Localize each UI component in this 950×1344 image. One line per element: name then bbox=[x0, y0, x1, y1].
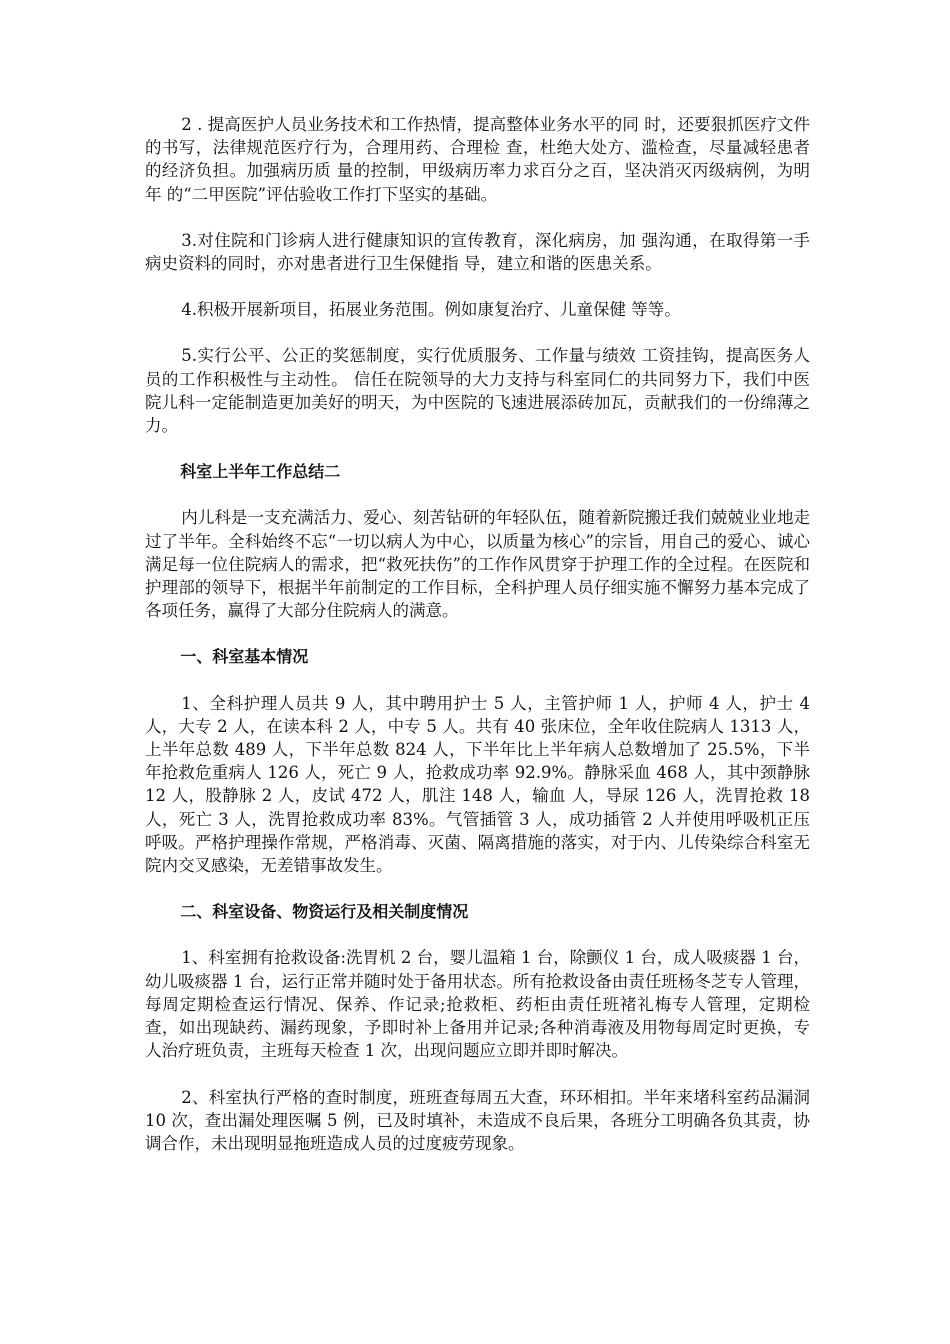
paragraph-item-5: 5.实行公平、公正的奖惩制度，实行优质服务、工作量与绩效 工资挂钩，提高医务人员的工作积极性与主动性。 信任在院领导的大力支持与科室同仁的共同努力下，我们中医 院儿科一定能制造更加美好的明天，为中医院的飞速进展添砖加瓦，贡献我们的一份绵薄之力。 bbox=[145, 346, 810, 436]
intro-paragraph: 内儿科是一支充满活力、爱心、刻苦钻研的年轻队伍，随着新院搬迁我们兢兢业业地走过了半年。全科始终不忘“一切以病人为中心，以质量为核心”的宗旨，用自己的爱心、诚心满足每一位住院病人的需求，把“救死扶伤”的工作作风贯穿于护理工作的全过程。在医院和护理部的领导下，根据半年前制定的工作目标，全科护理人员仔细实施不懈努力基本完成了各项任务，赢得了大部分住院病人的满意。 bbox=[145, 508, 810, 621]
equipment-paragraph-2: 2、科室执行严格的查时制度，班班查每周五大查，环环相扣。半年来堵科室药品漏洞 10 次，查出漏处理医嘱 5 例，已及时填补，未造成不良后果，各班分工明确各负其责，协调合作，未出现明显拖班造成人员的过度疲劳现象。 bbox=[145, 1087, 810, 1153]
paragraph-item-2: 2 . 提高医护人员业务技术和工作热情，提高整体业务水平的同 时，还要狠抓医疗文件的书写，法律规范医疗行为，合理用药、合理检 查，杜绝大处方、滥检查，尽量减轻患者的经济负担。加强病历质 量的控制，甲级病历率力求百分之百，坚决消灭丙级病例，为明年 的“二甲医院”评估验收工作打下坚实的基础。 bbox=[145, 115, 810, 204]
basic-situation-paragraph: 1、全科护理人员共 9 人，其中聘用护士 5 人，主管护师 1 人，护师 4 人，护士 4 人，大专 2 人，在读本科 2 人，中专 5 人。共有 40 张床位，全年收住院病人 1313 人，上半年总数 489 人，下半年总数 824 人，下半年比上半年病人总数增加了 25.5%，下半年抢救危重病人 126 人，死亡 9 人，抢救成功率 92.9%。静脉采血 468 人，其中颈静脉 12 人，股静脉 2 人，皮试 472 人，肌注 148 人，输血 人，导尿 126 人，洗胃抢救 18 人，死亡 3 人，洗胃抢救成功率 83%。气管插管 3 人，成功插管 2 人并使用呼吸机正压呼吸。严格护理操作常规，严格消毒、灭菌、隔离措施的落实，对于内、儿传染综合科室无院内交叉感染，无差错事故发生。 bbox=[145, 693, 810, 876]
equipment-paragraph-1: 1、科室拥有抢救设备:洗胃机 2 台，婴儿温箱 1 台，除颤仪 1 台，成人吸痰器 1 台，幼儿吸痰器 1 台，运行正常并随时处于备用状态。所有抢救设备由责任班杨冬芝专人管理，每周定期检查运行情况、保养、作记录;抢救柜、药柜由责任班褚礼梅专人管理，定期检查，如出现缺药、漏药现象，予即时补上备用并记录;各种消毒液及用物每周定时更换，专人治疗班负责，主班每天检查 1 次，出现问题应立即并即时解决。 bbox=[145, 948, 810, 1061]
heading-basic-situation: 一、科室基本情况 bbox=[180, 647, 309, 667]
heading-equipment: 二、科室设备、物资运行及相关制度情况 bbox=[180, 902, 469, 922]
document-page bbox=[145, 113, 810, 1178]
paragraph-item-3: 3.对住院和门诊病人进行健康知识的宣传教育，深化病房，加 强沟通，在取得第一手病史资料的同时，亦对患者进行卫生保健指 导，建立和谐的医患关系。 bbox=[145, 230, 810, 274]
paragraph-item-4: 4.积极开展新项目，拓展业务范围。例如康复治疗、儿童保健 等等。 bbox=[181, 300, 681, 320]
section-title: 科室上半年工作总结二 bbox=[180, 462, 341, 482]
